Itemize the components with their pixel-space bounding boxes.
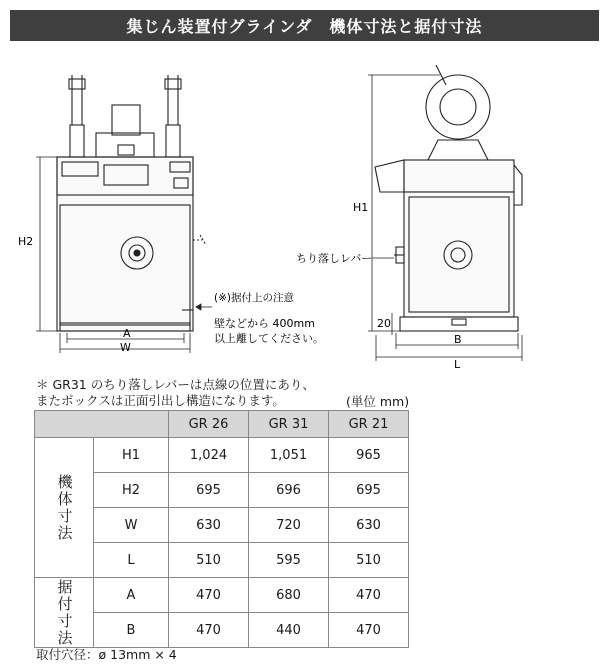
h1-label: H1 — [353, 201, 369, 214]
twenty-label: 20 — [377, 317, 391, 330]
caution-label: (※)据付上の注意 — [214, 292, 294, 304]
header-blank — [35, 411, 169, 438]
note-line-1: ＊ GR31 のちり落しレバーは点線の位置にあり、 — [36, 377, 315, 392]
cell: 470 — [169, 613, 249, 648]
cell: 1,051 — [249, 438, 329, 473]
cell: 696 — [249, 473, 329, 508]
cell: 695 — [169, 473, 249, 508]
group-label-install: 据付寸法 — [35, 578, 94, 648]
cell: 680 — [249, 578, 329, 613]
clearance-line-1: 壁などから 400mm — [214, 317, 315, 330]
row-label: A — [94, 578, 169, 613]
spec-table — [34, 410, 409, 648]
mounting-hole-note: 取付穴径：ø 13mm × 4 — [36, 647, 177, 662]
row-label: H1 — [94, 438, 169, 473]
unit-label: (単位 mm) — [346, 394, 410, 409]
cell: 720 — [249, 508, 329, 543]
row-label: B — [94, 613, 169, 648]
w-label: W — [120, 341, 131, 354]
dust-lever-label: ちり落しレバー — [296, 252, 373, 265]
h2-label: H2 — [18, 235, 34, 248]
header-gr21: GR 21 — [329, 411, 409, 438]
cell: 695 — [329, 473, 409, 508]
cell: 595 — [249, 543, 329, 578]
cell: 630 — [329, 508, 409, 543]
table-header-row — [35, 411, 409, 438]
cell: 630 — [169, 508, 249, 543]
b-label: B — [454, 333, 462, 346]
side-view — [375, 65, 522, 331]
cell: 470 — [169, 578, 249, 613]
cell: 1,024 — [169, 438, 249, 473]
cell: 965 — [329, 438, 409, 473]
note-line-2: またボックスは正面引出し構造になります。 — [36, 393, 285, 408]
cell: 510 — [329, 543, 409, 578]
row-label: H2 — [94, 473, 169, 508]
clearance-line-2: 以上離してください。 — [214, 332, 324, 345]
cell: 510 — [169, 543, 249, 578]
row-label: L — [94, 543, 169, 578]
header-gr26: GR 26 — [169, 411, 249, 438]
a-label: A — [123, 327, 131, 340]
row-label: W — [94, 508, 169, 543]
cell: 440 — [249, 613, 329, 648]
table-row — [35, 578, 409, 613]
cell: 470 — [329, 613, 409, 648]
table-row — [35, 438, 409, 473]
note-text — [36, 377, 386, 409]
l-label: L — [454, 358, 461, 371]
page-title: 集じん装置付グラインダ 機体寸法と据付寸法 — [10, 10, 599, 41]
group-label-machine: 機体寸法 — [35, 438, 94, 578]
header-gr31: GR 31 — [249, 411, 329, 438]
cell: 470 — [329, 578, 409, 613]
dimension-drawing — [0, 45, 610, 375]
front-view — [57, 75, 206, 331]
